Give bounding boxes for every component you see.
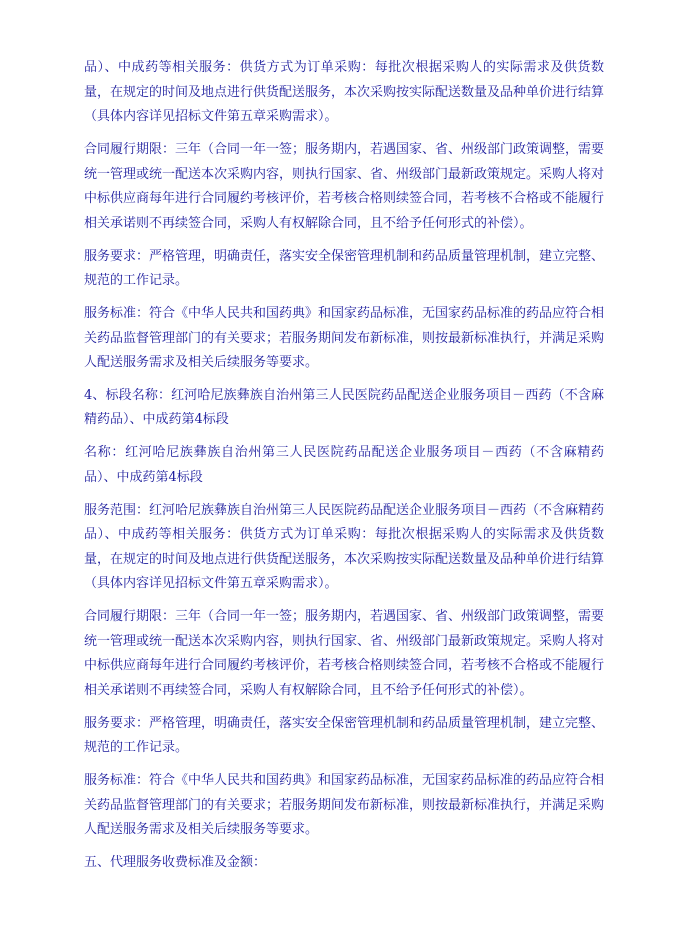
paragraph-service-scope-continued: 品）、中成药等相关服务：供货方式为订单采购：每批次根据采购人的实际需求及供货数量，在规定的时间及地点进行供货配送服务，本次采购按实际配送数量及品种单价进行结算（具体内容详见招标文件第五章采购需求）。 bbox=[84, 60, 605, 125]
paragraph-lot-4-name: 名称：红河哈尼族彝族自治州第三人民医院药品配送企业服务项目－西药（不含麻精药品）、中成药第4标段 bbox=[84, 445, 604, 485]
paragraph-lot-4-title: 4、标段名称：红河哈尼族彝族自治州第三人民医院药品配送企业服务项目－西药（不含麻精药品）、中成药第4标段 bbox=[84, 387, 604, 428]
document-body bbox=[84, 56, 604, 876]
paragraph-contract-period: 合同履行期限：三年（合同一年一签；服务期内，若遇国家、省、州级部门政策调整，需要统一管理或统一配送本次采购内容，则执行国家、省、州级部门最新政策规定。采购人将对中标供应商每年进行合同履约考核评价，若考核合格则续签合同，若考核不合格或不能履行相关承诺则不再续签合同，采购人有权解除合同，且不给予任何形式的补偿）。 bbox=[84, 141, 605, 231]
paragraph-service-standards: 服务标准：符合《中华人民共和国药典》和国家药品标准，无国家药品标准的药品应符合相关药品监督管理部门的有关要求；若服务期间发布新标准，则按最新标准执行，并满足采购人配送服务需求及相关后续服务等要求。 bbox=[84, 305, 605, 371]
paragraph-lot-4-service-requirements: 服务要求：严格管理，明确责任，落实安全保密管理机制和药品质量管理机制，建立完整、规范的工作记录。 bbox=[84, 715, 605, 756]
paragraph-lot-4-service-standards: 服务标准：符合《中华人民共和国药典》和国家药品标准，无国家药品标准的药品应符合相关药品监督管理部门的有关要求；若服务期间发布新标准，则按最新标准执行，并满足采购人配送服务需求及相关后续服务等要求。 bbox=[84, 773, 605, 838]
paragraph-lot-4-contract-period: 合同履行期限：三年（合同一年一签；服务期内，若遇国家、省、州级部门政策调整，需要统一管理或统一配送本次采购内容，则执行国家、省、州级部门最新政策规定。采购人将对中标供应商每年进行合同履约考核评价，若考核合格则续签合同，若考核不合格或不能履行相关承诺则不再续签合同，采购人有权解除合同，且不给予任何形式的补偿）。 bbox=[84, 609, 605, 698]
paragraph-service-requirements: 服务要求：严格管理，明确责任，落实安全保密管理机制和药品质量管理机制，建立完整、规范的工作记录。 bbox=[84, 248, 605, 289]
section-heading-agency-fees: 五、代理服务收费标准及金额： bbox=[84, 855, 267, 871]
paragraph-lot-4-service-scope: 服务范围：红河哈尼族彝族自治州第三人民医院药品配送企业服务项目－西药（不含麻精药品）、中成药等相关服务：供货方式为订单采购：每批次根据采购人的实际需求及供货数量，在规定的时间及地点进行供货配送服务，本次采购按实际配送数量及品种单价进行结算（具体内容详见招标文件第五章采购需求）。 bbox=[84, 502, 605, 592]
